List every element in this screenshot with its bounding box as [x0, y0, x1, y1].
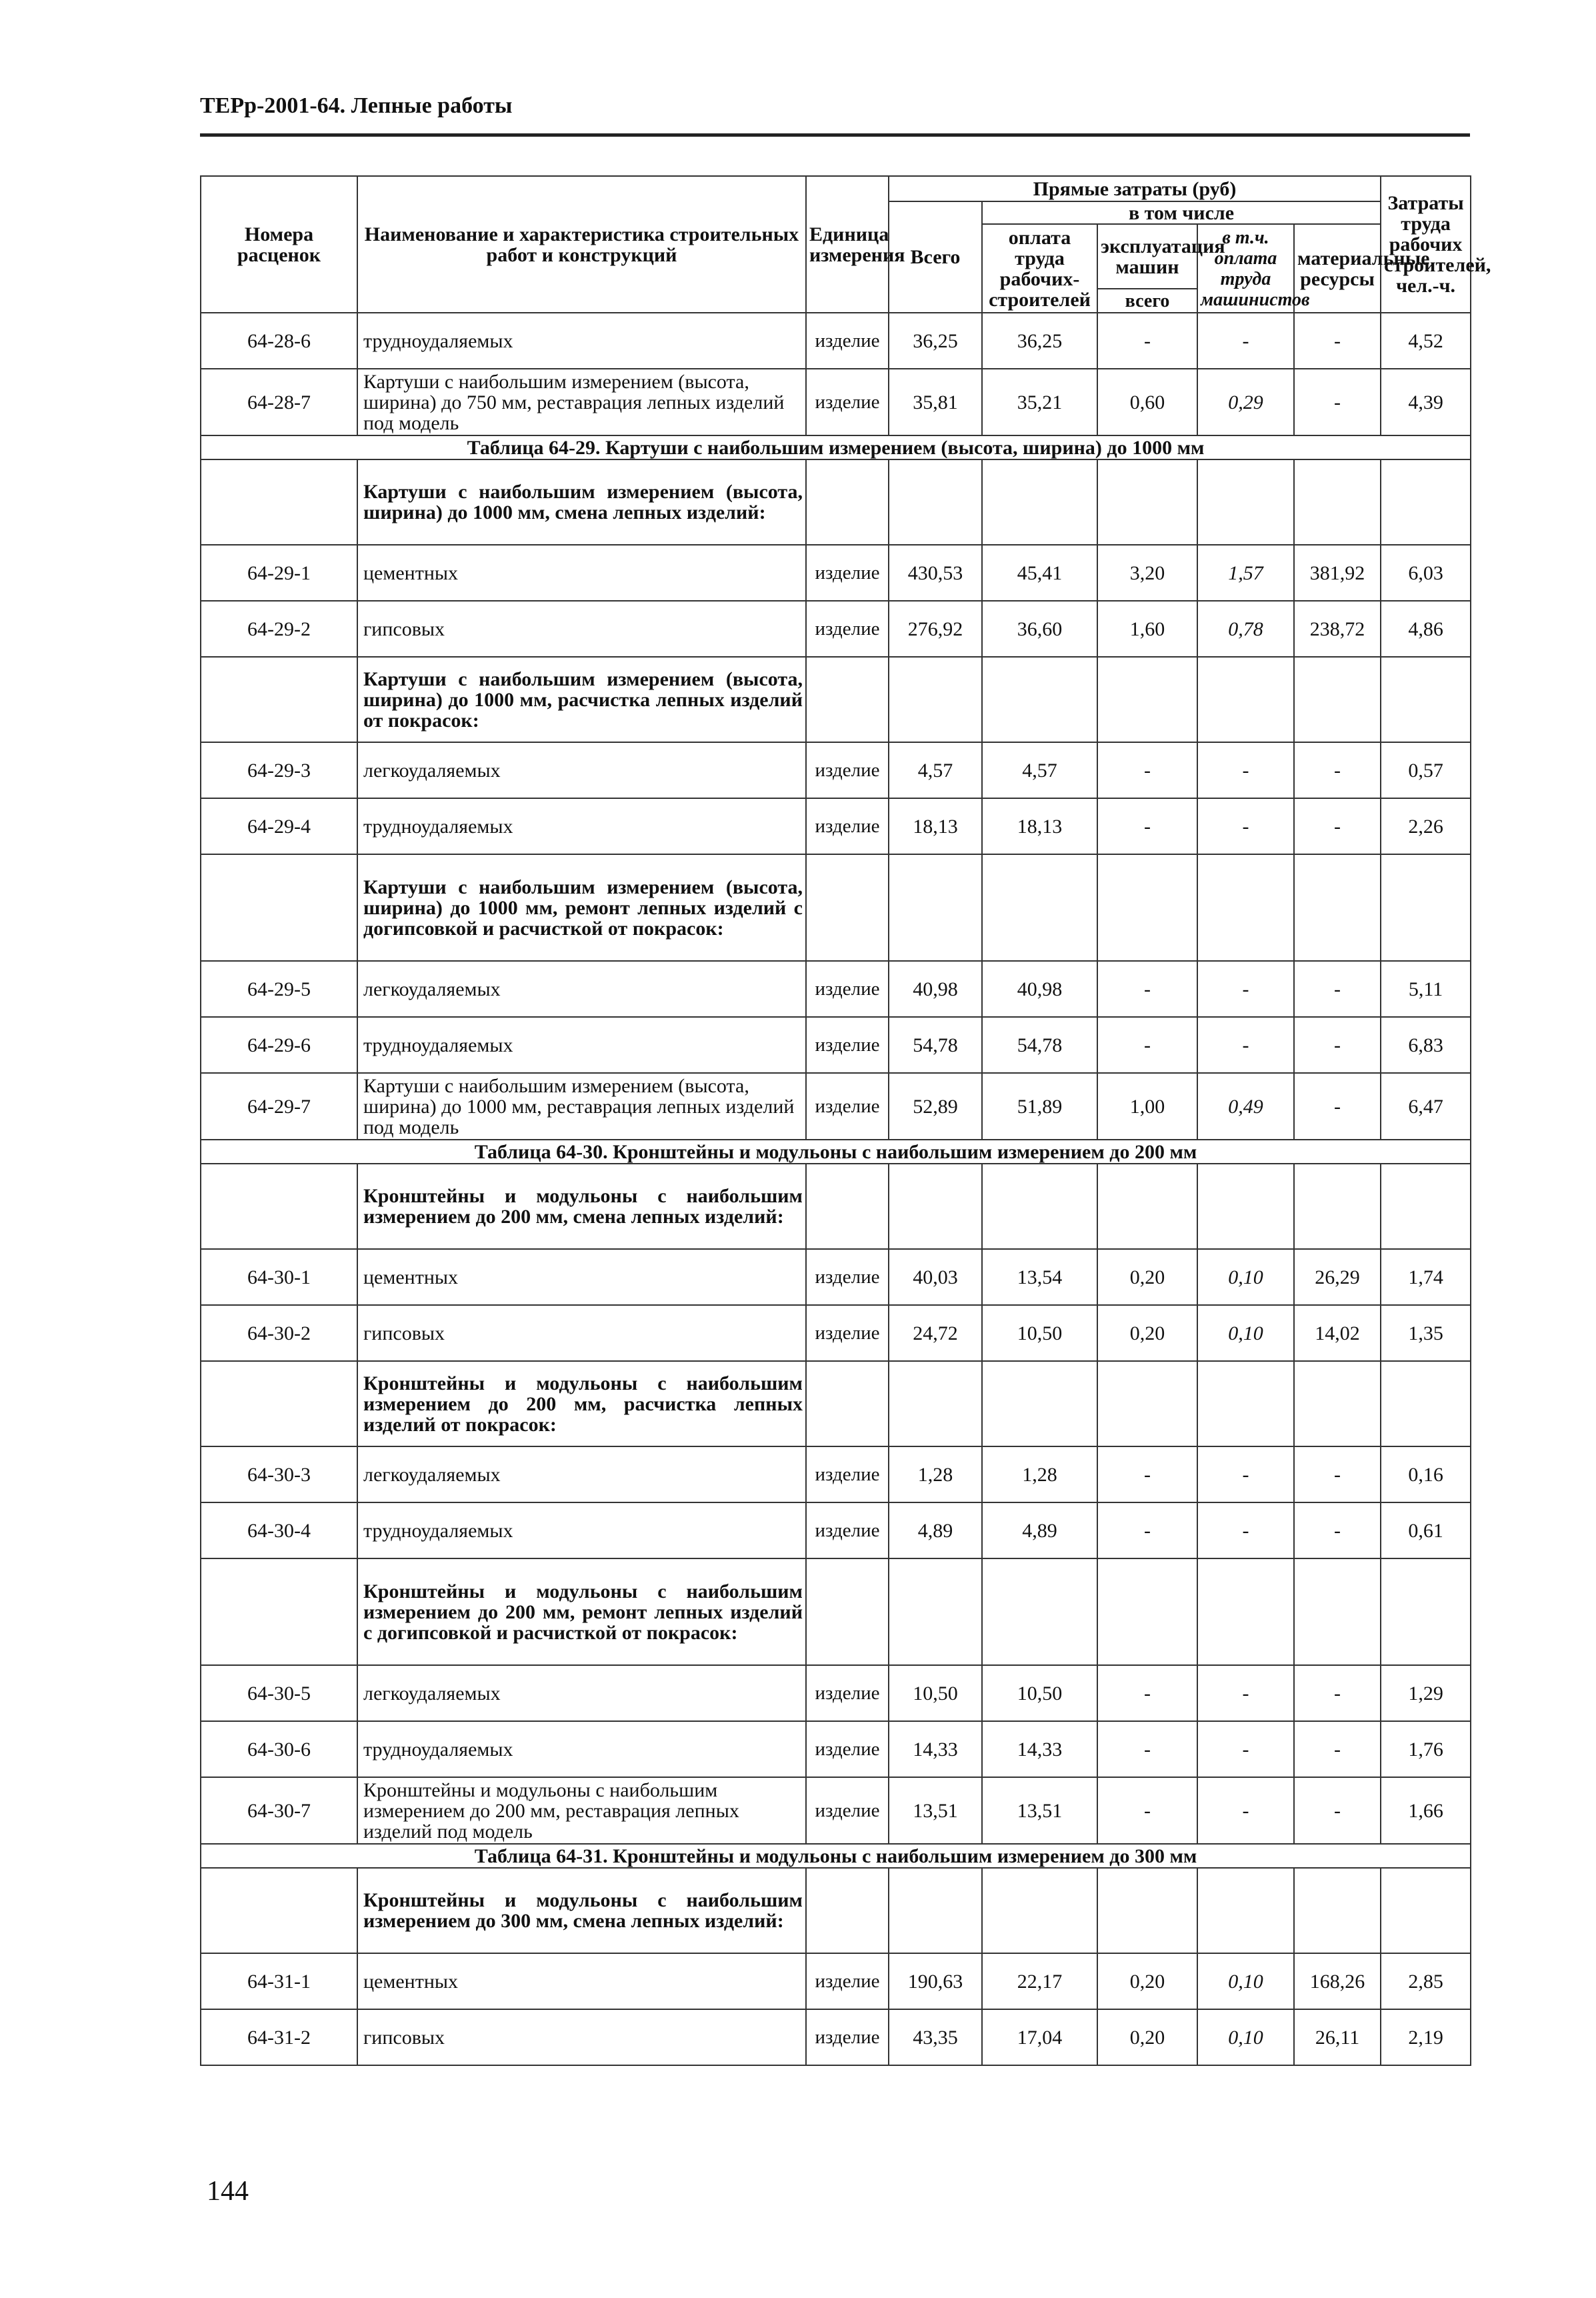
table-caption-row [201, 1844, 1471, 1868]
unit-cell: изделие [806, 961, 889, 1017]
machines-labor-cell: - [1197, 1665, 1294, 1721]
code-cell: 64-31-2 [201, 2009, 357, 2065]
table-row [201, 601, 1471, 657]
machines-labor-cell: 0,10 [1197, 1249, 1294, 1305]
machines-cell: - [1097, 1017, 1197, 1073]
table-group-row [201, 1164, 1471, 1249]
page-header [200, 87, 1470, 137]
total-cell: 14,33 [889, 1721, 982, 1777]
table-row [201, 1721, 1471, 1777]
table-row [201, 1446, 1471, 1502]
name-cell: трудноудаляемых [357, 1017, 806, 1073]
table-caption: Таблица 64-30. Кронштейны и модульоны с наибольшим измерением до 200 мм [201, 1140, 1471, 1164]
machines-labor-cell: - [1197, 742, 1294, 798]
group-code-cell [201, 459, 357, 545]
group-total-cell [889, 459, 982, 545]
unit-cell: изделие [806, 1017, 889, 1073]
machines-labor-cell: - [1197, 961, 1294, 1017]
labor-cell: 14,33 [982, 1721, 1097, 1777]
unit-cell: изделие [806, 313, 889, 369]
rates-table-container [200, 175, 1491, 2066]
unit-cell: изделие [806, 1777, 889, 1844]
code-cell: 64-29-7 [201, 1073, 357, 1140]
total-cell: 43,35 [889, 2009, 982, 2065]
code-cell: 64-29-6 [201, 1017, 357, 1073]
code-cell: 64-29-5 [201, 961, 357, 1017]
table-row [201, 1249, 1471, 1305]
machines-cell: - [1097, 742, 1197, 798]
total-cell: 276,92 [889, 601, 982, 657]
header-machines: эксплуатация машин [1097, 224, 1197, 289]
unit-cell: изделие [806, 742, 889, 798]
total-cell: 18,13 [889, 798, 982, 854]
machines-cell: 0,20 [1097, 1249, 1197, 1305]
group-mach-cell [1097, 459, 1197, 545]
table-group-row [201, 459, 1471, 545]
materials-cell: 381,92 [1294, 545, 1381, 601]
header-code: Номера расценок [201, 176, 357, 313]
materials-cell: 26,29 [1294, 1249, 1381, 1305]
materials-cell: - [1294, 798, 1381, 854]
labor-cell: 17,04 [982, 2009, 1097, 2065]
labor-cell: 13,54 [982, 1249, 1097, 1305]
group-mat-cell [1294, 1558, 1381, 1665]
table-caption-row [201, 1140, 1471, 1164]
name-cell: цементных [357, 1953, 806, 2009]
table-row [201, 1777, 1471, 1844]
unit-cell: изделие [806, 1721, 889, 1777]
group-total-cell [889, 854, 982, 961]
table-row [201, 798, 1471, 854]
group-hours-cell [1381, 657, 1471, 742]
group-unit-cell [806, 1868, 889, 1953]
labor-hours-cell: 0,61 [1381, 1502, 1471, 1558]
machines-labor-cell: 0,78 [1197, 601, 1294, 657]
unit-cell: изделие [806, 545, 889, 601]
group-name-cell: Картуши с наибольшим измерением (высота, ширина) до 1000 мм, смена лепных изделий: [357, 459, 806, 545]
machines-labor-cell: - [1197, 1017, 1294, 1073]
table-caption-row [201, 435, 1471, 459]
page-title: ТЕРр-2001-64. Лепные работы [200, 93, 513, 118]
total-cell: 4,57 [889, 742, 982, 798]
code-cell: 64-30-2 [201, 1305, 357, 1361]
header-labor: оплата труда рабочих-строителей [982, 224, 1097, 313]
code-cell: 64-28-6 [201, 313, 357, 369]
unit-cell: изделие [806, 1446, 889, 1502]
machines-cell: - [1097, 1665, 1197, 1721]
group-hours-cell [1381, 1558, 1471, 1665]
code-cell: 64-31-1 [201, 1953, 357, 2009]
unit-cell: изделие [806, 601, 889, 657]
header-name: Наименование и характеристика строительных работ и конструкций [357, 176, 806, 313]
total-cell: 35,81 [889, 369, 982, 435]
labor-hours-cell: 6,03 [1381, 545, 1471, 601]
table-row [201, 1665, 1471, 1721]
code-cell: 64-30-4 [201, 1502, 357, 1558]
materials-cell: - [1294, 1446, 1381, 1502]
total-cell: 4,89 [889, 1502, 982, 1558]
labor-hours-cell: 1,29 [1381, 1665, 1471, 1721]
group-mat-cell [1294, 657, 1381, 742]
machines-cell: - [1097, 1777, 1197, 1844]
group-mat-cell [1294, 854, 1381, 961]
group-name-cell: Кронштейны и модульоны с наибольшим измерением до 200 мм, расчистка лепных изделий от покрасок: [357, 1361, 806, 1446]
labor-hours-cell: 4,39 [1381, 369, 1471, 435]
total-cell: 52,89 [889, 1073, 982, 1140]
labor-hours-cell: 1,66 [1381, 1777, 1471, 1844]
group-mach-labor-cell [1197, 1868, 1294, 1953]
group-mach-labor-cell [1197, 854, 1294, 961]
materials-cell: - [1294, 1073, 1381, 1140]
group-mach-labor-cell [1197, 1558, 1294, 1665]
group-code-cell [201, 1558, 357, 1665]
name-cell: легкоудаляемых [357, 742, 806, 798]
name-cell: легкоудаляемых [357, 1665, 806, 1721]
labor-cell: 22,17 [982, 1953, 1097, 2009]
unit-cell: изделие [806, 798, 889, 854]
table-row [201, 1017, 1471, 1073]
materials-cell: 238,72 [1294, 601, 1381, 657]
code-cell: 64-30-1 [201, 1249, 357, 1305]
table-group-row [201, 854, 1471, 961]
machines-cell: 0,20 [1097, 1305, 1197, 1361]
name-cell: трудноудаляемых [357, 798, 806, 854]
total-cell: 40,98 [889, 961, 982, 1017]
unit-cell: изделие [806, 1305, 889, 1361]
machines-labor-cell: 0,10 [1197, 1305, 1294, 1361]
name-cell: Кронштейны и модульоны с наибольшим измерением до 200 мм, реставрация лепных изделий под модель [357, 1777, 806, 1844]
machines-cell: - [1097, 313, 1197, 369]
group-code-cell [201, 854, 357, 961]
table-group-row [201, 1868, 1471, 1953]
group-name-cell: Кронштейны и модульоны с наибольшим измерением до 200 мм, ремонт лепных изделий с догипсовкой и расчисткой от покрасок: [357, 1558, 806, 1665]
table-body [201, 313, 1471, 2065]
machines-labor-cell: 0,10 [1197, 1953, 1294, 2009]
unit-cell: изделие [806, 1073, 889, 1140]
name-cell: цементных [357, 1249, 806, 1305]
group-unit-cell [806, 459, 889, 545]
unit-cell: изделие [806, 2009, 889, 2065]
machines-cell: 3,20 [1097, 545, 1197, 601]
table-row [201, 1073, 1471, 1140]
group-total-cell [889, 1361, 982, 1446]
labor-cell: 36,60 [982, 601, 1097, 657]
group-mach-labor-cell [1197, 459, 1294, 545]
total-cell: 24,72 [889, 1305, 982, 1361]
table-row [201, 313, 1471, 369]
labor-cell: 45,41 [982, 545, 1097, 601]
materials-cell: - [1294, 1777, 1381, 1844]
group-hours-cell [1381, 459, 1471, 545]
unit-cell: изделие [806, 1665, 889, 1721]
materials-cell: - [1294, 1665, 1381, 1721]
name-cell: трудноудаляемых [357, 1721, 806, 1777]
group-unit-cell [806, 1164, 889, 1249]
labor-hours-cell: 1,35 [1381, 1305, 1471, 1361]
code-cell: 64-30-7 [201, 1777, 357, 1844]
machines-labor-cell: 0,29 [1197, 369, 1294, 435]
labor-cell: 54,78 [982, 1017, 1097, 1073]
labor-cell: 40,98 [982, 961, 1097, 1017]
group-code-cell [201, 1361, 357, 1446]
group-labor-cell [982, 1868, 1097, 1953]
total-cell: 13,51 [889, 1777, 982, 1844]
table-group-row [201, 1361, 1471, 1446]
table-row [201, 369, 1471, 435]
unit-cell: изделие [806, 1502, 889, 1558]
group-unit-cell [806, 1558, 889, 1665]
table-row [201, 742, 1471, 798]
labor-hours-cell: 0,57 [1381, 742, 1471, 798]
header-total: Всего [889, 201, 982, 313]
machines-labor-cell: - [1197, 1446, 1294, 1502]
machines-labor-cell: - [1197, 1721, 1294, 1777]
table-caption: Таблица 64-29. Картуши с наибольшим измерением (высота, ширина) до 1000 мм [201, 435, 1471, 459]
machines-cell: 0,60 [1097, 369, 1197, 435]
labor-cell: 35,21 [982, 369, 1097, 435]
group-unit-cell [806, 854, 889, 961]
group-name-cell: Картуши с наибольшим измерением (высота, ширина) до 1000 мм, расчистка лепных изделий от покрасок: [357, 657, 806, 742]
group-mach-cell [1097, 1361, 1197, 1446]
labor-hours-cell: 4,52 [1381, 313, 1471, 369]
header-unit: Единица измерения [806, 176, 889, 313]
labor-hours-cell: 0,16 [1381, 1446, 1471, 1502]
labor-hours-cell: 6,47 [1381, 1073, 1471, 1140]
materials-cell: - [1294, 1017, 1381, 1073]
group-code-cell [201, 1164, 357, 1249]
machines-cell: - [1097, 1502, 1197, 1558]
group-name-cell: Кронштейны и модульоны с наибольшим измерением до 200 мм, смена лепных изделий: [357, 1164, 806, 1249]
materials-cell: - [1294, 1502, 1381, 1558]
table-header [201, 176, 1491, 313]
group-mach-cell [1097, 1164, 1197, 1249]
header-labor-hours: Затраты труда рабочих строителей, чел.-ч. [1381, 176, 1471, 313]
rates-table [200, 175, 1491, 2066]
group-unit-cell [806, 1361, 889, 1446]
labor-hours-cell: 4,86 [1381, 601, 1471, 657]
labor-hours-cell: 1,76 [1381, 1721, 1471, 1777]
machines-labor-cell: - [1197, 313, 1294, 369]
code-cell: 64-29-3 [201, 742, 357, 798]
group-mach-cell [1097, 657, 1197, 742]
machines-cell: 1,60 [1097, 601, 1197, 657]
group-code-cell [201, 1868, 357, 1953]
labor-hours-cell: 2,85 [1381, 1953, 1471, 2009]
name-cell: Картуши с наибольшим измерением (высота, ширина) до 1000 мм, реставрация лепных изделий под модель [357, 1073, 806, 1140]
materials-cell: 168,26 [1294, 1953, 1381, 2009]
total-cell: 190,63 [889, 1953, 982, 2009]
group-labor-cell [982, 459, 1097, 545]
group-mat-cell [1294, 1868, 1381, 1953]
labor-hours-cell: 2,19 [1381, 2009, 1471, 2065]
machines-cell: 0,20 [1097, 1953, 1197, 2009]
group-labor-cell [982, 657, 1097, 742]
code-cell: 64-30-5 [201, 1665, 357, 1721]
code-cell: 64-29-1 [201, 545, 357, 601]
group-mach-cell [1097, 1868, 1197, 1953]
materials-cell: 14,02 [1294, 1305, 1381, 1361]
total-cell: 10,50 [889, 1665, 982, 1721]
group-mat-cell [1294, 1361, 1381, 1446]
group-hours-cell [1381, 1164, 1471, 1249]
name-cell: Картуши с наибольшим измерением (высота, ширина) до 750 мм, реставрация лепных изделий под модель [357, 369, 806, 435]
table-group-row [201, 1558, 1471, 1665]
table-row [201, 545, 1471, 601]
machines-labor-cell: - [1197, 1502, 1294, 1558]
machines-cell: - [1097, 1721, 1197, 1777]
group-mach-cell [1097, 1558, 1197, 1665]
machines-cell: - [1097, 961, 1197, 1017]
group-total-cell [889, 1558, 982, 1665]
machines-labor-cell: - [1197, 1777, 1294, 1844]
table-row [201, 2009, 1471, 2065]
code-cell: 64-30-6 [201, 1721, 357, 1777]
machines-cell: 0,20 [1097, 2009, 1197, 2065]
group-mat-cell [1294, 459, 1381, 545]
table-row [201, 1953, 1471, 2009]
machines-labor-cell: 0,49 [1197, 1073, 1294, 1140]
group-total-cell [889, 1868, 982, 1953]
group-mach-labor-cell [1197, 657, 1294, 742]
group-hours-cell [1381, 1361, 1471, 1446]
table-row [201, 961, 1471, 1017]
group-mat-cell [1294, 1164, 1381, 1249]
total-cell: 1,28 [889, 1446, 982, 1502]
page-number: 144 [207, 2176, 249, 2207]
table-group-row [201, 657, 1471, 742]
materials-cell: - [1294, 742, 1381, 798]
machines-cell: - [1097, 1446, 1197, 1502]
group-labor-cell [982, 1558, 1097, 1665]
machines-cell: - [1097, 798, 1197, 854]
group-labor-cell [982, 854, 1097, 961]
name-cell: цементных [357, 545, 806, 601]
labor-cell: 13,51 [982, 1777, 1097, 1844]
header-machines-labor-text: в т.ч. оплата труда машинистов [1201, 227, 1310, 310]
materials-cell: - [1294, 961, 1381, 1017]
group-code-cell [201, 657, 357, 742]
name-cell: трудноудаляемых [357, 1502, 806, 1558]
name-cell: гипсовых [357, 1305, 806, 1361]
labor-cell: 51,89 [982, 1073, 1097, 1140]
labor-hours-cell: 6,83 [1381, 1017, 1471, 1073]
name-cell: трудноудаляемых [357, 313, 806, 369]
labor-hours-cell: 1,74 [1381, 1249, 1471, 1305]
group-hours-cell [1381, 1868, 1471, 1953]
machines-labor-cell: 1,57 [1197, 545, 1294, 601]
group-hours-cell [1381, 854, 1471, 961]
name-cell: гипсовых [357, 2009, 806, 2065]
machines-labor-cell: 0,10 [1197, 2009, 1294, 2065]
group-total-cell [889, 657, 982, 742]
materials-cell: - [1294, 1721, 1381, 1777]
name-cell: легкоудаляемых [357, 961, 806, 1017]
code-cell: 64-29-2 [201, 601, 357, 657]
code-cell: 64-30-3 [201, 1446, 357, 1502]
unit-cell: изделие [806, 369, 889, 435]
group-mach-labor-cell [1197, 1164, 1294, 1249]
unit-cell: изделие [806, 1953, 889, 2009]
materials-cell: 26,11 [1294, 2009, 1381, 2065]
table-row [201, 1305, 1471, 1361]
materials-cell: - [1294, 369, 1381, 435]
total-cell: 430,53 [889, 545, 982, 601]
header-including: в том числе [982, 201, 1381, 224]
labor-cell: 10,50 [982, 1665, 1097, 1721]
labor-hours-cell: 5,11 [1381, 961, 1471, 1017]
materials-cell: - [1294, 313, 1381, 369]
name-cell: гипсовых [357, 601, 806, 657]
unit-cell: изделие [806, 1249, 889, 1305]
total-cell: 54,78 [889, 1017, 982, 1073]
total-cell: 36,25 [889, 313, 982, 369]
total-cell: 40,03 [889, 1249, 982, 1305]
table-row [201, 1502, 1471, 1558]
labor-cell: 4,57 [982, 742, 1097, 798]
group-unit-cell [806, 657, 889, 742]
labor-cell: 36,25 [982, 313, 1097, 369]
header-materials: материальные ресурсы [1294, 224, 1381, 313]
group-total-cell [889, 1164, 982, 1249]
group-name-cell: Кронштейны и модульоны с наибольшим измерением до 300 мм, смена лепных изделий: [357, 1868, 806, 1953]
machines-cell: 1,00 [1097, 1073, 1197, 1140]
group-mach-labor-cell [1197, 1361, 1294, 1446]
group-name-cell: Картуши с наибольшим измерением (высота, ширина) до 1000 мм, ремонт лепных изделий с догипсовкой и расчисткой от покрасок: [357, 854, 806, 961]
header-direct-costs: Прямые затраты (руб) [889, 176, 1381, 201]
labor-cell: 1,28 [982, 1446, 1097, 1502]
code-cell: 64-29-4 [201, 798, 357, 854]
labor-hours-cell: 2,26 [1381, 798, 1471, 854]
labor-cell: 4,89 [982, 1502, 1097, 1558]
table-caption: Таблица 64-31. Кронштейны и модульоны с наибольшим измерением до 300 мм [201, 1844, 1471, 1868]
labor-cell: 10,50 [982, 1305, 1097, 1361]
labor-cell: 18,13 [982, 798, 1097, 854]
group-mach-cell [1097, 854, 1197, 961]
machines-labor-cell: - [1197, 798, 1294, 854]
group-labor-cell [982, 1361, 1097, 1446]
header-machines-total: всего [1097, 289, 1197, 313]
code-cell: 64-28-7 [201, 369, 357, 435]
group-labor-cell [982, 1164, 1097, 1249]
name-cell: легкоудаляемых [357, 1446, 806, 1502]
